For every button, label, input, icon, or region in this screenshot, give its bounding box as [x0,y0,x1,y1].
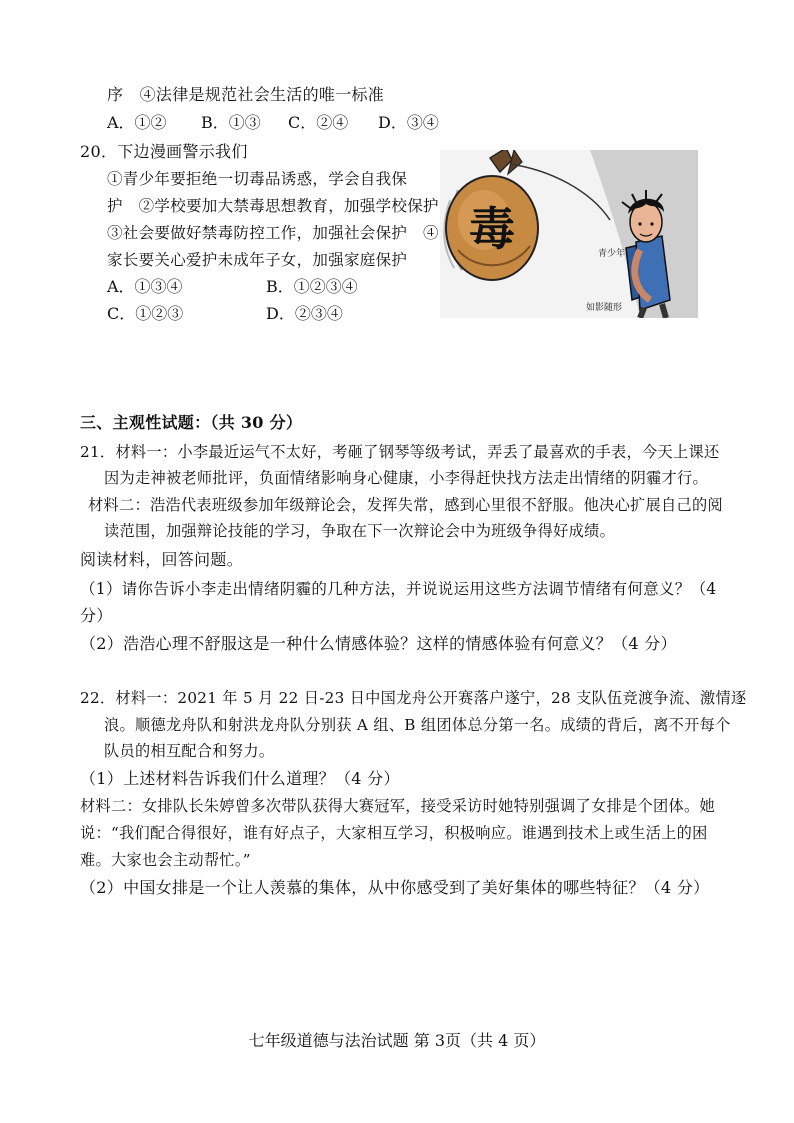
q21-sub1: （1）请你告诉小李走出情绪阴霾的几种方法，并说说运用这些方法调节情绪有何意义？（4 [80,580,717,598]
cartoon-signature: 如影随形 [586,303,623,313]
q21-line-3: 材料二：浩浩代表班级参加年级辩论会，发挥失常，感到心里很不舒服。他决心扩展自己的阅 [88,496,723,514]
q21-line-2: 因为走神被老师批评，负面情绪影响身心健康，小李得赶快找方法走出情绪的阴霾才行。 [104,469,709,487]
q19-option-a: A．①② [107,113,167,132]
q22-material-2-cont1: 说：“我们配合得很好，谁有好点子，大家相互学习，积极响应。谁遇到技术上或生活上的困 [80,824,708,842]
q22-line-1: 22．材料一：2021 年 5 月 22 日-23 日中国龙舟公开赛落户遂宁，28 支队伍竞渡争流、激情逐 [80,689,747,707]
q22-material-2-cont2: 难。大家也会主动帮忙。” [80,851,251,869]
q20-option-c: C．①②③ [107,304,184,323]
anti-drug-cartoon [440,150,698,318]
q21-sub2: （2）浩浩心理不舒服这是一种什么情感体验？这样的情感体验有何意义？（4 分） [80,634,677,653]
q19-option-b: B．①③ [201,113,261,132]
q21-line-4: 读范围，加强辩论技能的学习，争取在下一次辩论会中为班级争得好成绩。 [104,522,616,540]
q21-sub1-cont: 分） [80,606,113,625]
q22-line-2: 浪。顺德龙舟队和射洪龙舟队分别获 A 组、B 组团体总分第一名。成绩的背后，离不开每个 [104,716,731,734]
q21-instruction: 阅读材料，回答问题。 [80,550,244,569]
q20-line-1: ①青少年要拒绝一切毒品诱惑，学会自我保 [107,170,408,188]
q22-line-3: 队员的相互配合和努力。 [104,742,275,760]
q20-option-d: D．②③④ [266,304,343,323]
q20-line-2: 护 ②学校要加大禁毒思想教育，加强学校保护 [107,197,439,215]
q20-option-a: A．①③④ [107,277,183,296]
section-3-title: 三、主观性试题：（共 30 分） [80,413,303,432]
cartoon-label-teen: 青少年 [598,249,626,259]
q20-line-3: ③社会要做好禁毒防控工作，加强社会保护 ④ [107,224,439,242]
q19-option-d: D．③④ [378,113,439,132]
q21-line-1: 21．材料一：小李最近运气不太好，考砸了钢琴等级考试，弄丢了最喜欢的手表，今天上课还 [80,443,720,461]
q22-material-2: 材料二：女排队长朱婷曾多次带队获得大赛冠军，接受采访时她特别强调了女排是个团体。她 [80,797,715,815]
bag-character: 毒 [469,202,515,256]
q20-option-b: B．①②③④ [266,277,358,296]
q20-stem: 20．下边漫画警示我们 [80,142,248,161]
q22-sub2: （2）中国女排是一个让人羡慕的集体，从中你感受到了美好集体的哪些特征？（4 分） [80,878,710,897]
page-footer: 七年级道德与法治试题 第 3页（共 4 页） [248,1031,546,1050]
q22-sub1: （1）上述材料告诉我们什么道理？（4 分） [80,769,400,788]
q20-line-4: 家长要关心爱护未成年子女，加强家庭保护 [107,251,408,269]
q19-option-c: C．②④ [288,113,349,132]
q19-continuation: 序 ④法律是规范社会生活的唯一标准 [107,85,385,104]
